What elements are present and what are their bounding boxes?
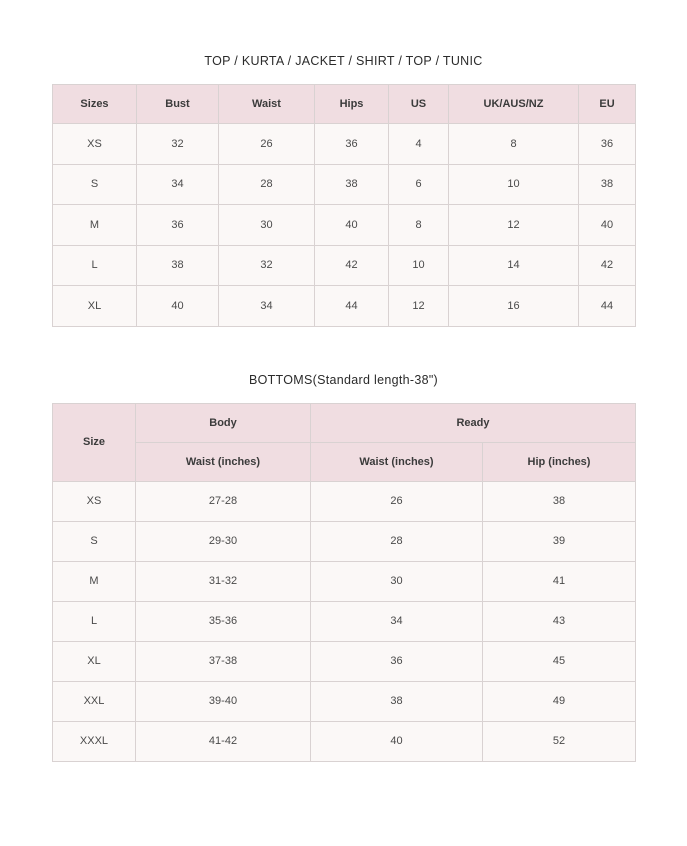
top-header-uk-aus-nz: UK/AUS/NZ bbox=[449, 85, 579, 124]
bottom-cell-body-waist: 31-32 bbox=[136, 561, 311, 601]
bottom-header-ready: Ready bbox=[311, 403, 636, 442]
bottom-cell-size: S bbox=[53, 521, 136, 561]
top-cell-size: L bbox=[53, 245, 137, 286]
bottom-cell-ready-hip: 38 bbox=[483, 481, 636, 521]
top-cell-waist: 28 bbox=[219, 164, 315, 205]
top-cell-eu: 40 bbox=[579, 205, 636, 246]
bottom-cell-ready-hip: 52 bbox=[483, 721, 636, 761]
bottom-table-wrapper bbox=[52, 403, 635, 762]
top-cell-uk: 10 bbox=[449, 164, 579, 205]
size-chart-page bbox=[0, 54, 687, 846]
bottom-cell-body-waist: 41-42 bbox=[136, 721, 311, 761]
top-cell-size: XS bbox=[53, 124, 137, 165]
bottom-cell-ready-waist: 36 bbox=[311, 641, 483, 681]
top-cell-size: XL bbox=[53, 286, 137, 327]
table-row bbox=[53, 164, 636, 205]
bottom-cell-ready-hip: 45 bbox=[483, 641, 636, 681]
bottom-cell-ready-waist: 28 bbox=[311, 521, 483, 561]
top-cell-uk: 14 bbox=[449, 245, 579, 286]
top-cell-eu: 38 bbox=[579, 164, 636, 205]
bottom-cell-body-waist: 39-40 bbox=[136, 681, 311, 721]
top-cell-uk: 16 bbox=[449, 286, 579, 327]
bottom-subheader-ready-waist: Waist (inches) bbox=[311, 442, 483, 481]
bottom-cell-ready-waist: 40 bbox=[311, 721, 483, 761]
bottom-cell-ready-waist: 34 bbox=[311, 601, 483, 641]
top-header-sizes: Sizes bbox=[53, 85, 137, 124]
bottom-cell-size: M bbox=[53, 561, 136, 601]
bottom-cell-size: XL bbox=[53, 641, 136, 681]
table-row bbox=[53, 681, 636, 721]
top-cell-hips: 40 bbox=[315, 205, 389, 246]
bottom-cell-size: XS bbox=[53, 481, 136, 521]
top-table-wrapper bbox=[52, 84, 635, 327]
bottom-cell-size: L bbox=[53, 601, 136, 641]
top-cell-waist: 34 bbox=[219, 286, 315, 327]
top-header-hips: Hips bbox=[315, 85, 389, 124]
top-section-title: TOP / KURTA / JACKET / SHIRT / TOP / TUNIC bbox=[204, 54, 483, 68]
top-cell-size: M bbox=[53, 205, 137, 246]
bottom-cell-ready-waist: 30 bbox=[311, 561, 483, 601]
top-cell-uk: 12 bbox=[449, 205, 579, 246]
bottom-cell-body-waist: 37-38 bbox=[136, 641, 311, 681]
top-cell-bust: 40 bbox=[137, 286, 219, 327]
bottom-table-sub-header-row bbox=[53, 442, 636, 481]
bottom-size-table bbox=[52, 403, 636, 762]
table-row bbox=[53, 481, 636, 521]
bottom-cell-body-waist: 29-30 bbox=[136, 521, 311, 561]
top-header-waist: Waist bbox=[219, 85, 315, 124]
table-row bbox=[53, 641, 636, 681]
bottom-section-title: BOTTOMS(Standard length-38") bbox=[248, 372, 439, 387]
top-size-table bbox=[52, 84, 636, 327]
top-cell-hips: 38 bbox=[315, 164, 389, 205]
table-row bbox=[53, 521, 636, 561]
top-header-us: US bbox=[389, 85, 449, 124]
top-cell-size: S bbox=[53, 164, 137, 205]
top-cell-us: 8 bbox=[389, 205, 449, 246]
table-row bbox=[53, 124, 636, 165]
bottom-cell-body-waist: 27-28 bbox=[136, 481, 311, 521]
top-cell-hips: 36 bbox=[315, 124, 389, 165]
top-cell-us: 10 bbox=[389, 245, 449, 286]
bottom-cell-size: XXXL bbox=[53, 721, 136, 761]
top-cell-eu: 44 bbox=[579, 286, 636, 327]
top-cell-eu: 36 bbox=[579, 124, 636, 165]
top-cell-hips: 44 bbox=[315, 286, 389, 327]
top-cell-us: 4 bbox=[389, 124, 449, 165]
table-row bbox=[53, 286, 636, 327]
top-cell-us: 6 bbox=[389, 164, 449, 205]
bottom-header-size: Size bbox=[53, 403, 136, 481]
bottom-subheader-body-waist: Waist (inches) bbox=[136, 442, 311, 481]
top-cell-waist: 30 bbox=[219, 205, 315, 246]
bottom-cell-ready-waist: 38 bbox=[311, 681, 483, 721]
bottom-subheader-ready-hip: Hip (inches) bbox=[483, 442, 636, 481]
bottom-cell-ready-hip: 41 bbox=[483, 561, 636, 601]
top-cell-bust: 34 bbox=[137, 164, 219, 205]
bottom-cell-ready-hip: 43 bbox=[483, 601, 636, 641]
table-row bbox=[53, 561, 636, 601]
top-cell-waist: 26 bbox=[219, 124, 315, 165]
bottom-cell-ready-waist: 26 bbox=[311, 481, 483, 521]
bottom-cell-ready-hip: 39 bbox=[483, 521, 636, 561]
top-header-bust: Bust bbox=[137, 85, 219, 124]
table-row bbox=[53, 205, 636, 246]
top-cell-hips: 42 bbox=[315, 245, 389, 286]
top-cell-uk: 8 bbox=[449, 124, 579, 165]
table-row bbox=[53, 245, 636, 286]
bottom-header-body: Body bbox=[136, 403, 311, 442]
top-header-eu: EU bbox=[579, 85, 636, 124]
top-cell-us: 12 bbox=[389, 286, 449, 327]
bottom-table-group-header-row bbox=[53, 403, 636, 442]
top-cell-bust: 32 bbox=[137, 124, 219, 165]
top-cell-eu: 42 bbox=[579, 245, 636, 286]
bottom-cell-body-waist: 35-36 bbox=[136, 601, 311, 641]
top-cell-bust: 36 bbox=[137, 205, 219, 246]
bottom-cell-size: XXL bbox=[53, 681, 136, 721]
bottom-cell-ready-hip: 49 bbox=[483, 681, 636, 721]
table-row bbox=[53, 601, 636, 641]
top-cell-waist: 32 bbox=[219, 245, 315, 286]
table-row bbox=[53, 721, 636, 761]
top-table-header-row bbox=[53, 85, 636, 124]
top-cell-bust: 38 bbox=[137, 245, 219, 286]
